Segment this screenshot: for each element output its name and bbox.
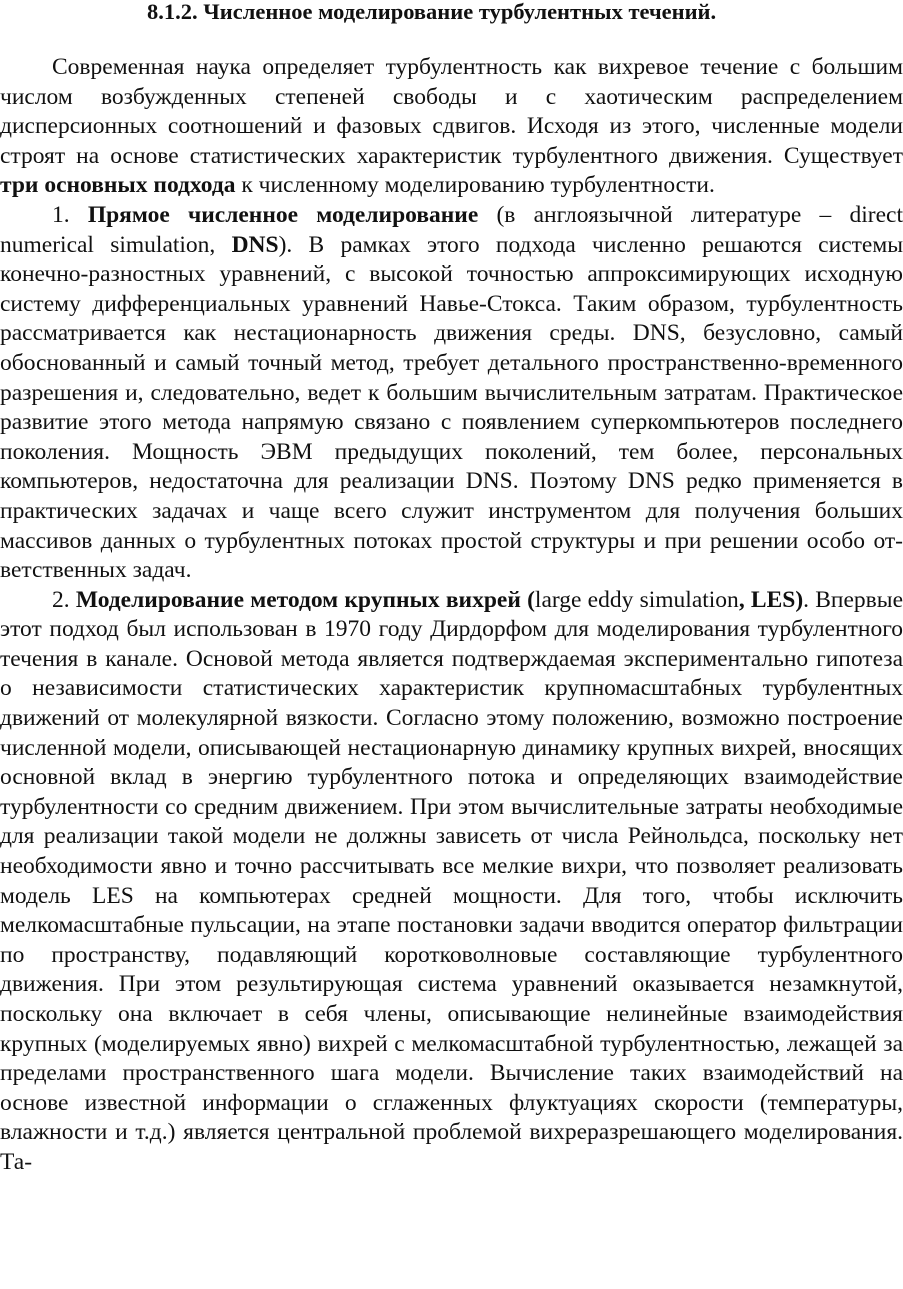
paragraph-les: [0, 586, 903, 1178]
section-heading: 8.1.2. Численное моделирование турбулентных течений.: [147, 0, 717, 24]
paragraph-intro: [0, 53, 903, 201]
les-text-2: . Впервые этот подход был использован в 1970 году Дирдорфом для моделирования турбулентного течения в канале. Основой метода является подтверждаемая экспериментально гипотеза о независимости статистических характеристик крупномасштабных турбулентных движений от молекулярной вязкости. Согласно этому положению, возможно построение численной модели, описывающей нестационарную динамику крупных вихрей, вносящих основной вклад в энергию турбулентного потока и определяющих взаимодействие турбулентности со средним движением. При этом вычислительные затраты необходимые для реализации такой модели не должны зависеть от числа Рейнольдса, поскольку нет необходимости явно и точно рассчитывать все мелкие вихри, что позволяет реализовать модель LES на компьютерах средней мощности. Для того, чтобы исключить мелкомасштабные пульсации, на этапе постановки задачи вводится оператор фильтрации по пространству, подавляющий коротковолновые составляющие турбулентного движения. При этом результирующая система уравнений оказывается незамкнутой, поскольку она включает в себя члены, описывающие нелинейные взаимодействия крупных (моделируемых явно) вихрей с мелкомасштабной турбулентностью, лежащей за пределами пространственного шага модели. Вычисление таких взаимодействий на основе известной информации о сглаженных флуктуациях скорости (температуры, влажности и т.д.) является центральной проблемой вихреразрешающего моделирования. Та-: [0, 586, 903, 1175]
dns-bold-abbrev: DNS: [231, 231, 279, 258]
les-bold-abbrev: , LES): [738, 586, 804, 613]
dns-number: 1.: [52, 201, 88, 228]
les-number: 2.: [52, 586, 76, 613]
dns-text-2: ). В рамках этого подхода численно решаются системы конечно-разностных уравнений, с высокой точностью аппроксимирующих исходную систему дифференциальных уравнений Навье-Стокса. Таким образом, турбулентность рассматривается как нестационарность движения среды. DNS, безусловно, самый обоснованный и самый точный метод, требует детального пространственно-временного разрешения и, следовательно, ведет к большим вычислительным затратам. Практическое развитие этого метода напрямую связано с появлением суперкомпьютеров последнего поколения. Мощность ЭВМ предыдущих поколений, тем более, персональных компьютеров, недостаточна для реализации DNS. Поэтому DNS редко применяется в практических задачах и чаще всего служит инструментом для получения больших массивов данных о турбулентных потоках простой структуры и при решении особо ответственных задач.: [0, 231, 903, 584]
dns-bold-title: Прямое численное моделирование: [87, 201, 479, 228]
intro-bold-three-approaches: три основных подхода: [0, 172, 236, 199]
intro-text-1: Современная наука определяет турбулентность как вихревое течение с большим числом возбужденных степеней свободы и с хаотическим распределением дисперсионных соотношений и фазовых сдвигов. Исходя из этого, численные модели строят на основе статистических характеристик турбулентного движения. Существует: [0, 54, 903, 169]
intro-text-2: к численному моделированию турбулентности.: [235, 172, 715, 199]
les-text-1: large eddy simulation: [534, 586, 739, 613]
paragraph-dns: [0, 201, 903, 586]
dns-text-1: (в англоязычной литературе – direct numerical simulation,: [0, 201, 903, 258]
les-bold-title: Моделирование методом крупных вихрей (: [75, 586, 535, 613]
